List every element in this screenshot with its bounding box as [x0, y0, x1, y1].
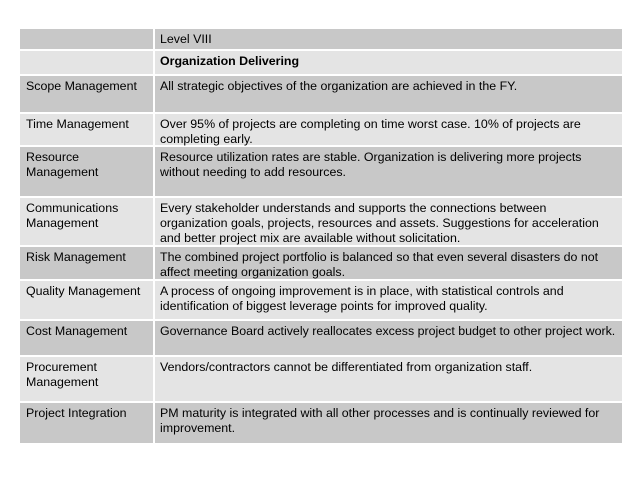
table-row — [20, 147, 622, 198]
area-label: Procurement Management — [20, 357, 155, 401]
table-row — [20, 76, 622, 114]
area-description: Every stakeholder understands and supports the connections between organization goals, projects, resources and assets. Suggestions for acceleration and better project mix are available without solicitation. — [160, 201, 599, 245]
header-row — [20, 29, 622, 51]
level-title: Organization Delivering — [160, 54, 300, 68]
area-label: Time Management — [20, 114, 155, 145]
area-label: Project Integration — [20, 403, 155, 443]
area-description: A process of ongoing improvement is in place, with statistical controls and identification of biggest leverage points for improved quality. — [160, 284, 564, 313]
area-description: All strategic objectives of the organization are achieved in the FY. — [160, 79, 518, 93]
area-label: Quality Management — [20, 281, 155, 319]
level-heading: Level VIII — [160, 32, 212, 46]
area-description: Vendors/contractors cannot be differentiated from organization staff. — [160, 360, 533, 374]
header-corner-cell — [20, 29, 155, 49]
subheader-row — [20, 51, 622, 76]
area-label: Resource Management — [20, 147, 155, 196]
area-label: Scope Management — [20, 76, 155, 112]
area-description: Governance Board actively reallocates excess project budget to other project work. — [160, 324, 616, 338]
table-row — [20, 357, 622, 403]
table-row — [20, 403, 622, 445]
table-row — [20, 114, 622, 147]
area-description: PM maturity is integrated with all other processes and is continually reviewed for improvement. — [160, 406, 600, 435]
table-row — [20, 321, 622, 357]
maturity-table — [20, 29, 622, 445]
table-row — [20, 247, 622, 281]
area-label: Cost Management — [20, 321, 155, 355]
area-description: Over 95% of projects are completing on time worst case. 10% of projects are completing early. — [160, 117, 581, 146]
area-description: The combined project portfolio is balanced so that even several disasters do not affect meeting organization goals. — [160, 250, 599, 279]
table-row — [20, 198, 622, 247]
area-label: Risk Management — [20, 247, 155, 279]
area-description: Resource utilization rates are stable. Organization is delivering more projects without needing to add resources. — [160, 150, 582, 179]
area-label: Communications Management — [20, 198, 155, 245]
table-row — [20, 281, 622, 321]
subheader-corner-cell — [20, 51, 155, 74]
